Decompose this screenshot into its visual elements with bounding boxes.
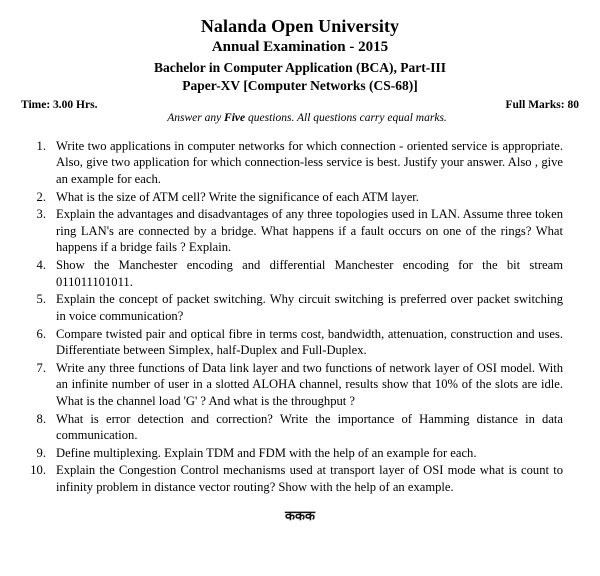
question-item xyxy=(30,411,563,444)
university-name: Nalanda Open University xyxy=(200,16,400,36)
instruction-suffix: questions. All questions carry equal marks. xyxy=(245,111,447,124)
question-number: 2. xyxy=(36,189,46,204)
document-header xyxy=(0,0,600,95)
instruction-emphasis: Five xyxy=(224,111,246,124)
question-item xyxy=(30,257,563,290)
question-item xyxy=(30,360,563,410)
exam-meta-row xyxy=(0,95,600,111)
question-text: Write two applications in computer networks for which connection - oriented service is appropriate. Also, give two application for which connection-less service is best. Justify your answer. Also , give an example for each. xyxy=(56,138,563,187)
question-text: Write any three functions of Data link layer and two functions of network layer of OSI model. With an infinite number of user in a slotted ALOHA channel, results show that 10% of the slots are idle. What is the channel load 'G' ? And what is the throughput ? xyxy=(56,360,563,408)
question-item xyxy=(30,291,563,324)
question-number: 10. xyxy=(30,463,46,478)
question-text: What is error detection and correction? Write the importance of Hamming distance in data communication. xyxy=(56,411,563,443)
question-number: 7. xyxy=(36,360,46,375)
examination-title: Annual Examination - 2015 xyxy=(211,39,389,56)
question-item xyxy=(30,462,563,495)
question-number: 6. xyxy=(36,326,46,341)
question-item xyxy=(30,445,563,462)
question-text: Explain the Congestion Control mechanisms used at transport layer of OSI mode what is count to infinity problem in distance vector routing? Show with the help of an example. xyxy=(56,463,563,495)
question-number: 4. xyxy=(36,258,46,273)
question-item xyxy=(30,189,563,206)
question-text: Show the Manchester encoding and differential Manchester encoding for the bit stream 011011101011. xyxy=(56,258,563,289)
question-text: Define multiplexing. Explain TDM and FDM with the help of an example for each. xyxy=(56,445,477,460)
paper-title: Paper-XV [Computer Networks (CS-68)] xyxy=(182,78,418,94)
question-number: 8. xyxy=(36,411,46,426)
question-number: 5. xyxy=(36,292,46,307)
question-item xyxy=(30,138,563,188)
question-text: Explain the concept of packet switching. Why circuit switching is preferred over packet switching in voice communication? xyxy=(56,292,563,323)
full-marks: Full Marks: 80 xyxy=(505,98,579,111)
question-text: Explain the advantages and disadvantages of any three topologies used in LAN. Assume three token ring LAN's are connected by a bridge. What happens if a fault occurs on one of the rings? What happens if a bridge fails ? Explain. xyxy=(56,207,563,255)
question-text: What is the size of ATM cell? Write the significance of each ATM layer. xyxy=(56,189,419,204)
course-title: Bachelor in Computer Application (BCA), Part-III xyxy=(153,59,446,75)
instruction-prefix: Answer any xyxy=(167,111,225,124)
questions-list xyxy=(0,138,600,496)
instruction-line xyxy=(0,112,600,124)
question-item xyxy=(30,326,563,359)
question-number: 9. xyxy=(36,445,46,460)
question-number: 1. xyxy=(36,138,46,153)
question-text: Compare twisted pair and optical fibre in terms cost, bandwidth, attenuation, construction and uses. Differentiate between Simplex, half-Duplex and Full-Duplex. xyxy=(56,326,563,358)
time-allowed: Time: 3.00 Hrs. xyxy=(21,98,98,111)
question-number: 3. xyxy=(36,207,46,222)
decorative-ornament: ककक xyxy=(285,507,315,523)
question-item xyxy=(30,206,563,256)
